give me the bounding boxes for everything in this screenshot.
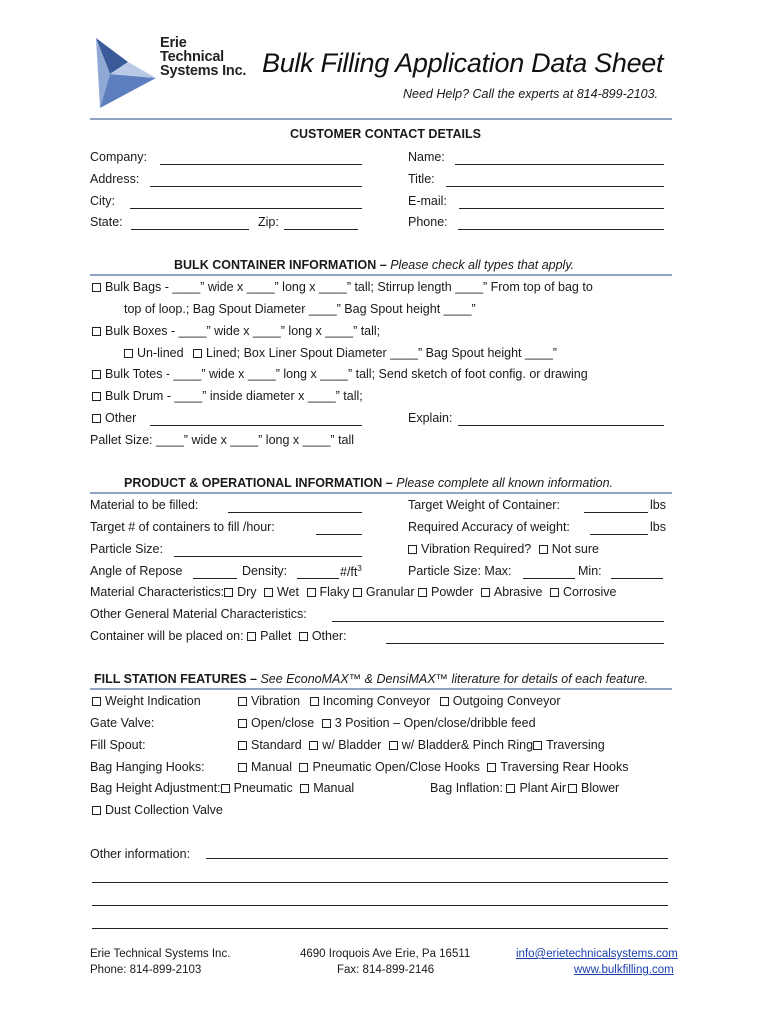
state-field[interactable] bbox=[131, 229, 249, 230]
weight-indication-checkbox[interactable] bbox=[92, 697, 101, 706]
repose-field[interactable] bbox=[193, 578, 237, 579]
density-unit: $\#/ft^3$ bbox=[340, 564, 362, 580]
zip-field[interactable] bbox=[284, 229, 358, 230]
bulk-drum-row: Bulk Drum - ____” inside diameter x ____” tall; bbox=[92, 389, 363, 403]
particle-size-field[interactable] bbox=[174, 556, 362, 557]
containers-label: Target # of containers to fill /hour: bbox=[90, 520, 275, 534]
footer-phone: Phone: 814-899-2103 bbox=[90, 964, 202, 976]
company-label: Company: bbox=[90, 150, 147, 164]
bag-hooks-row: Manual Pneumatic Open/Close Hooks Traversing Rear Hooks bbox=[238, 760, 628, 774]
height-adj-row: Bag Height Adjustment: Pneumatic Manual bbox=[90, 781, 355, 795]
bulk-bags-row-2: top of loop.; Bag Spout Diameter ____” Bag Spout height ____” bbox=[124, 302, 476, 316]
plant-air-checkbox[interactable] bbox=[506, 784, 515, 793]
other-info-label: Other information: bbox=[90, 847, 191, 861]
email-field[interactable] bbox=[459, 208, 664, 209]
zip-label: Zip: bbox=[258, 215, 279, 229]
other-placement-field[interactable] bbox=[386, 643, 664, 644]
pneumatic-hooks-checkbox[interactable] bbox=[299, 763, 308, 772]
unlined-checkbox[interactable] bbox=[124, 349, 133, 358]
granular-checkbox[interactable] bbox=[353, 588, 362, 597]
abrasive-checkbox[interactable] bbox=[481, 588, 490, 597]
page-title: Bulk Filling Application Data Sheet bbox=[262, 48, 664, 78]
bulk-boxes-row: Bulk Boxes - ____” wide x ____” long x ____” tall; bbox=[92, 324, 380, 338]
other-info-line[interactable] bbox=[92, 882, 668, 883]
weight-indication-option: Weight Indication bbox=[92, 694, 201, 708]
help-text: Need Help? Call the experts at 814-899-2103. bbox=[403, 87, 659, 101]
material-field[interactable] bbox=[228, 512, 362, 513]
bulk-drum-checkbox[interactable] bbox=[92, 392, 101, 401]
w-bladder-pinch-checkbox[interactable] bbox=[389, 741, 398, 750]
bulk-bags-row: Bulk Bags - ____” wide x ____” long x ____” tall; Stirrup length ____” From top of bag to bbox=[92, 280, 593, 294]
dust-collection-checkbox[interactable] bbox=[92, 806, 101, 815]
manual-hooks-checkbox[interactable] bbox=[238, 763, 247, 772]
company-field[interactable] bbox=[160, 164, 362, 165]
other-container-row: Other bbox=[92, 411, 136, 425]
dust-collection-option: Dust Collection Valve bbox=[92, 803, 223, 817]
particle-min-label: Min: bbox=[578, 564, 602, 578]
explain-label: Explain: bbox=[408, 411, 453, 425]
vibration-row: Vibration Required? Not sure bbox=[408, 542, 599, 556]
incoming-conveyor-checkbox[interactable] bbox=[310, 697, 319, 706]
other-info-line[interactable] bbox=[92, 905, 668, 906]
city-label: City: bbox=[90, 194, 115, 208]
gate-valve-label: Gate Valve: bbox=[90, 716, 155, 730]
footer-fax: Fax: 814-899-2146 bbox=[337, 964, 435, 976]
divider bbox=[90, 274, 672, 276]
bulk-totes-checkbox[interactable] bbox=[92, 370, 101, 379]
accuracy-label: Required Accuracy of weight: bbox=[408, 520, 570, 534]
phone-label: Phone: bbox=[408, 215, 448, 229]
particle-max-label: Particle Size: Max: bbox=[408, 564, 512, 578]
bag-hooks-label: Bag Hanging Hooks: bbox=[90, 760, 205, 774]
phone-field[interactable] bbox=[458, 229, 664, 230]
repose-label: Angle of Repose bbox=[90, 564, 183, 578]
name-label: Name: bbox=[408, 150, 445, 164]
blower-checkbox[interactable] bbox=[568, 784, 577, 793]
liner-row: Un-lined Lined; Box Liner Spout Diameter ____” Bag Spout height ____” bbox=[124, 346, 557, 360]
vibration-required-checkbox[interactable] bbox=[408, 545, 417, 554]
particle-size-label: Particle Size: bbox=[90, 542, 163, 556]
other-info-line[interactable] bbox=[92, 928, 668, 929]
address-field[interactable] bbox=[150, 186, 362, 187]
wet-checkbox[interactable] bbox=[264, 588, 273, 597]
explain-field[interactable] bbox=[458, 425, 664, 426]
conveyor-row: Vibration Incoming Conveyor Outgoing Conveyor bbox=[238, 694, 560, 708]
company-logo bbox=[90, 34, 160, 112]
w-bladder-checkbox[interactable] bbox=[309, 741, 318, 750]
divider bbox=[90, 118, 672, 120]
vibration-checkbox[interactable] bbox=[238, 697, 247, 706]
other-general-field[interactable] bbox=[332, 621, 664, 622]
footer-address: 4690 Iroquois Ave Erie, Pa 16511 bbox=[300, 948, 471, 960]
brand-name: Erie Technical Systems Inc. bbox=[160, 35, 247, 79]
divider bbox=[90, 492, 672, 494]
flaky-checkbox[interactable] bbox=[307, 588, 316, 597]
standard-checkbox[interactable] bbox=[238, 741, 247, 750]
density-label: Density: bbox=[242, 564, 288, 578]
footer-company: Erie Technical Systems Inc. bbox=[90, 948, 231, 960]
characteristics-row: Material Characteristics: Dry Wet Flaky Granular Powder Abrasive Corrosive bbox=[90, 585, 617, 599]
density-field[interactable] bbox=[297, 578, 339, 579]
dry-checkbox[interactable] bbox=[224, 588, 233, 597]
container-heading: BULK CONTAINER INFORMATION – Please check all types that apply. bbox=[174, 258, 575, 272]
containers-field[interactable] bbox=[316, 534, 362, 535]
particle-max-field[interactable] bbox=[523, 578, 575, 579]
name-field[interactable] bbox=[455, 164, 664, 165]
powder-checkbox[interactable] bbox=[418, 588, 427, 597]
pallet-checkbox[interactable] bbox=[247, 632, 256, 641]
address-label: Address: bbox=[90, 172, 140, 186]
bag-inflation-row: Bag Inflation: Plant Air Blower bbox=[430, 781, 620, 795]
footer-website-link[interactable]: www.bulkfilling.com bbox=[574, 964, 674, 976]
gate-valve-row: Open/close 3 Position – Open/close/dribble feed bbox=[238, 716, 536, 730]
placed-on-row: Container will be placed on: Pallet Other: bbox=[90, 629, 347, 643]
pallet-size-row: Pallet Size: ____” wide x ____” long x ____” tall bbox=[90, 433, 355, 447]
not-sure-checkbox[interactable] bbox=[539, 545, 548, 554]
bulk-boxes-checkbox[interactable] bbox=[92, 327, 101, 336]
title-field[interactable] bbox=[446, 186, 664, 187]
fill-heading: FILL STATION FEATURES – See EconoMAX™ & DensiMAX™ literature for details of each feature. bbox=[94, 672, 649, 686]
title-label: Title: bbox=[408, 172, 435, 186]
material-label: Material to be filled: bbox=[90, 498, 199, 512]
other-container-field[interactable] bbox=[150, 425, 362, 426]
target-weight-label: Target Weight of Container: bbox=[408, 498, 560, 512]
traversing-rear-checkbox[interactable] bbox=[487, 763, 496, 772]
corrosive-checkbox[interactable] bbox=[550, 588, 559, 597]
bulk-totes-row: Bulk Totes - ____” wide x ____” long x ____” tall; Send sketch of foot config. or drawing bbox=[92, 367, 588, 381]
product-heading: PRODUCT & OPERATIONAL INFORMATION – Please complete all known information. bbox=[124, 476, 614, 490]
traversing-checkbox[interactable] bbox=[533, 741, 542, 750]
target-weight-field[interactable] bbox=[584, 512, 648, 513]
lbs-unit: lbs bbox=[650, 520, 666, 534]
manual-adj-checkbox[interactable] bbox=[300, 784, 309, 793]
divider bbox=[90, 688, 672, 690]
other-general-label: Other General Material Characteristics: bbox=[90, 607, 307, 621]
lined-checkbox[interactable] bbox=[193, 349, 202, 358]
contact-heading: CUSTOMER CONTACT DETAILS bbox=[290, 127, 481, 141]
other-placement-checkbox[interactable] bbox=[299, 632, 308, 641]
outgoing-conveyor-checkbox[interactable] bbox=[440, 697, 449, 706]
lbs-unit: lbs bbox=[650, 498, 666, 512]
footer-email-link[interactable]: info@erietechnicalsystems.com bbox=[516, 948, 678, 960]
bulk-bags-checkbox[interactable] bbox=[92, 283, 101, 292]
email-label: E-mail: bbox=[408, 194, 447, 208]
other-info-field[interactable] bbox=[206, 858, 668, 859]
fill-spout-row: Standard w/ Bladder w/ Bladder& Pinch Ring Traversing bbox=[238, 738, 605, 752]
fill-spout-label: Fill Spout: bbox=[90, 738, 146, 752]
city-field[interactable] bbox=[130, 208, 362, 209]
open-close-checkbox[interactable] bbox=[238, 719, 247, 728]
three-position-checkbox[interactable] bbox=[322, 719, 331, 728]
accuracy-field[interactable] bbox=[590, 534, 648, 535]
particle-min-field[interactable] bbox=[611, 578, 663, 579]
state-label: State: bbox=[90, 215, 123, 229]
other-container-checkbox[interactable] bbox=[92, 414, 101, 423]
pneumatic-adj-checkbox[interactable] bbox=[221, 784, 230, 793]
